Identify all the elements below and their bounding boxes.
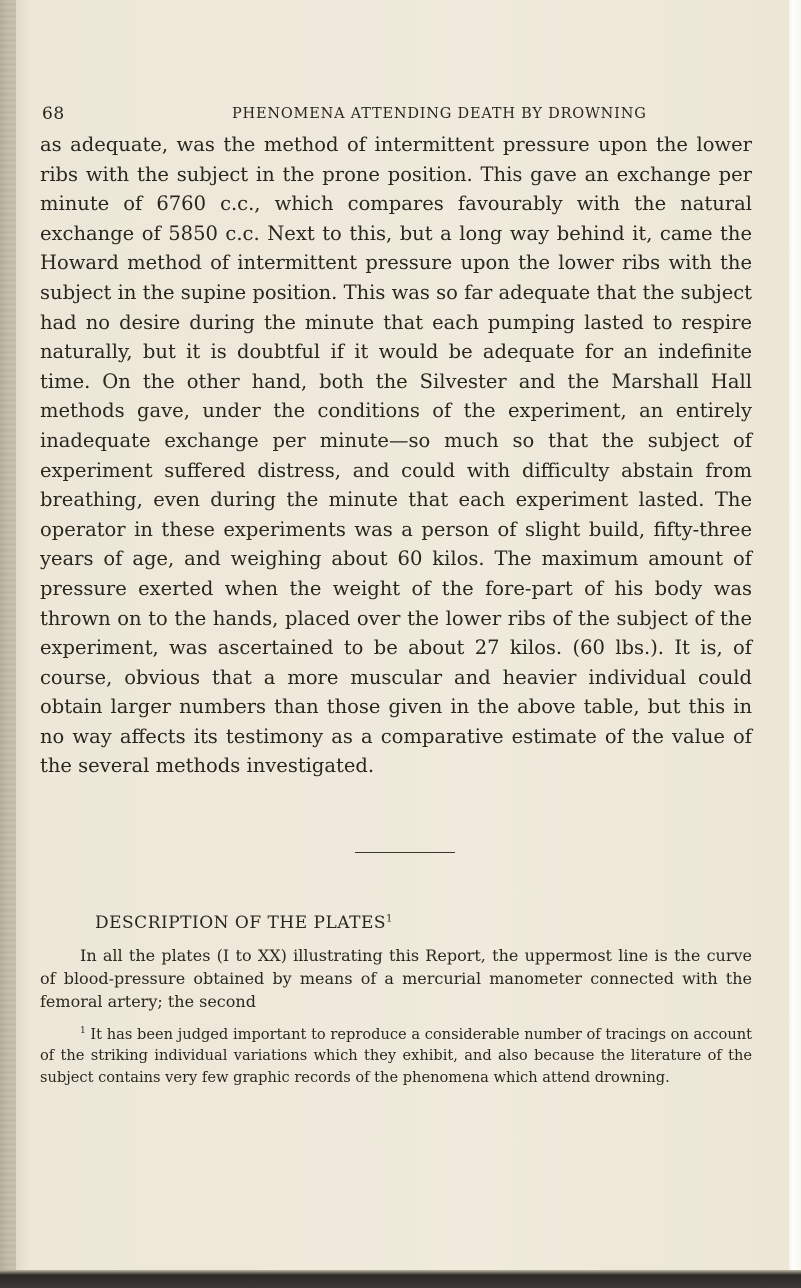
binding-gutter <box>0 0 16 1288</box>
footnote <box>40 1021 752 1089</box>
section-title: DESCRIPTION OF THE PLATES <box>95 913 386 933</box>
footnote-marker: 1 <box>80 1026 86 1036</box>
page-edge-bottom <box>0 1270 801 1288</box>
section-footnote-marker: 1 <box>386 913 393 925</box>
body-text <box>40 130 752 781</box>
plates-paragraph: In all the plates (I to XX) illustrating this Report, the uppermost line is the curve of blood-pressure obtained by means of a mercurial manometer connected with the femoral artery; the second <box>40 946 752 1011</box>
running-title: PHENOMENA ATTENDING DEATH BY DROWNING <box>232 106 647 122</box>
page-edge-right <box>789 0 801 1288</box>
plates-description <box>40 944 752 1013</box>
section-heading <box>95 913 745 933</box>
body-paragraph: as adequate, was the method of intermittent pressure upon the lower ribs with the subject in the prone position. This gave an exchange per minute of 6760 c.c., which compares favourably with the natural exchange of 5850 c.c. Next to this, but a long way behind it, came the Howard method of intermittent pressure upon the lower ribs with the subject in the supine position. This was so far adequate that the subject had no desire during the minute that each pumping lasted to respire naturally, but it is doubtful if it would be adequate for an indefinite time. On the other hand, both the Silvester and the Marshall Hall methods gave, under the conditions of the experiment, an entirely inadequate exchange per minute—so much so that the subject of experiment suffered distress, and could with difficulty abstain from breathing, even during the minute that each experiment lasted. The operator in these experiments was a person of slight build, fifty-three years of age, and weighing about 60 kilos. The maximum amount of pressure exerted when the weight of the fore-part of his body was thrown on to the hands, placed over the lower ribs of the subject of the experiment, was ascertained to be about 27 kilos. (60 lbs.). It is, of course, obvious that a more muscular and heavier individual could obtain larger numbers than those given in the above table, but this in no way affects its testimony as a comparative estimate of the value of the several methods investigated. <box>40 133 752 778</box>
footnote-text: It has been judged important to reproduce a considerable number of tracings on account of the striking individual variations which they exhibit, and also because the literature of the subject contains very few graphic records of the phenomena which attend drowning. <box>40 1025 753 1087</box>
page-number: 68 <box>42 104 65 124</box>
section-divider <box>355 852 455 853</box>
